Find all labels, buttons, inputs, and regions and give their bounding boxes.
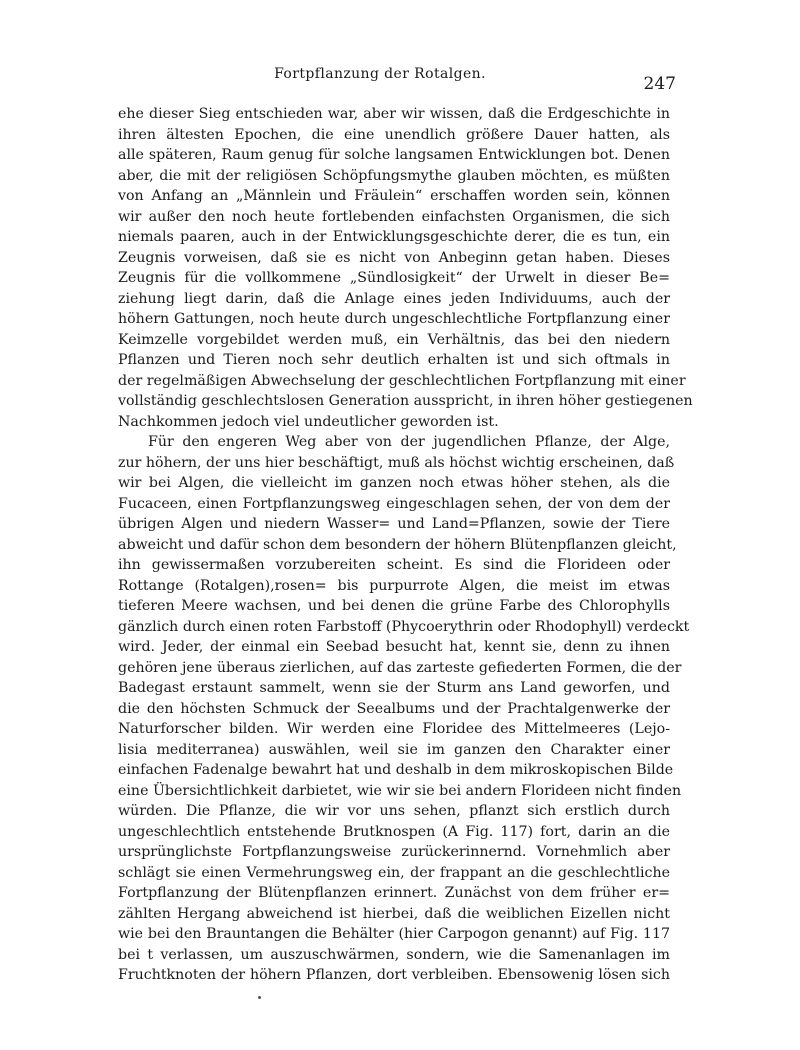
text-line: einfachen Fadenalge bewahrt hat und deshalb in dem mikroskopischen Bilde xyxy=(118,762,674,778)
text-line: zählten Hergang abweichend ist hierbei, daß die weiblichen Eizellen nicht xyxy=(118,905,670,922)
text-line: übrigen Algen und niedern Wasser= und Land=Pflanzen, sowie der Tiere xyxy=(118,516,670,532)
text-line: die den höchsten Schmuck der Seealbums und der Prachtalgenwerke der xyxy=(118,700,670,717)
text-line: Fruchtknoten der höhern Pflanzen, dort verbleiben. Ebensowenig lösen sich xyxy=(118,967,670,983)
ink-speck xyxy=(258,996,261,999)
text-line: ihren ältesten Epochen, die eine unendlich größere Dauer hatten, als xyxy=(118,126,670,143)
running-title: Fortpflanzung der Rotalgen. xyxy=(274,66,486,82)
text-line: alle späteren, Raum genug für solche langsamen Entwicklungen bot. Denen xyxy=(118,147,670,163)
text-line: wir außer den noch heute fortlebenden einfachsten Organismen, die sich xyxy=(118,208,670,225)
text-line: der regelmäßigen Abwechselung der geschlechtlichen Fortpflanzung mit einer xyxy=(118,372,686,389)
text-line: aber, die mit der religiösen Schöpfungsmythe glauben möchten, es müßten xyxy=(118,167,670,184)
text-line: Rottange (Rotalgen),rosen= bis purpurrote Algen, die meist im etwas xyxy=(118,577,670,594)
text-line: ungeschlechtlich entstehende Brutknospen (A Fig. 117) fort, darin an die xyxy=(118,823,670,840)
text-line: abweicht und dafür schon dem besondern der höhern Blütenpflanzen gleicht, xyxy=(118,536,677,553)
text-line: gehören jene überaus zierlichen, auf das zarteste gefiederten Formen, die der xyxy=(118,659,682,676)
text-line: Naturforscher bilden. Wir werden eine Floridee des Mittelmeeres (Lejo- xyxy=(118,721,670,737)
text-line: Für den engeren Weg aber von der jugendlichen Pflanze, der Alge, xyxy=(148,434,670,450)
text-line: ursprünglichste Fortpflanzungsweise zurückerinnernd. Vornehmlich aber xyxy=(118,844,670,860)
text-line: Badegast erstaunt sammelt, wenn sie der Sturm ans Land geworfen, und xyxy=(118,680,670,696)
text-line: Fortpflanzung der Blütenpflanzen erinnert. Zunächst von dem früher er= xyxy=(118,885,670,901)
text-line: tieferen Meere wachsen, und bei denen die grüne Farbe des Chlorophylls xyxy=(118,598,670,614)
text-line: wir bei Algen, die vielleicht im ganzen noch etwas höher stehen, als die xyxy=(118,475,670,491)
text-line: vollständig geschlechtslosen Generation ausspricht, in ihren höher gestiegenen xyxy=(118,393,693,409)
text-line: Zeugnis vorweisen, daß sie es nicht von Anbeginn getan haben. Dieses xyxy=(118,249,670,266)
text-line: höhern Gattungen, noch heute durch ungeschlechtliche Fortpflanzung einer xyxy=(118,311,670,327)
text-line: bei t verlassen, um auszuschwärmen, sondern, wie die Samenanlagen im xyxy=(118,946,670,963)
text-line: zur höhern, der uns hier beschäftigt, muß als höchst wichtig erscheinen, daß xyxy=(118,454,675,471)
text-line: schlägt sie einen Vermehrungsweg ein, der frappant an die geschlechtliche xyxy=(118,864,670,881)
text-line: wird. Jeder, der einmal ein Seebad besucht hat, kennt sie, denn zu ihnen xyxy=(118,639,670,655)
text-line: würden. Die Pflanze, die wir vor uns sehen, pflanzt sich erstlich durch xyxy=(118,803,670,819)
text-line: lisia mediterranea) auswählen, weil sie im ganzen den Charakter einer xyxy=(118,741,670,758)
text-line: ziehung liegt darin, daß die Anlage eines jeden Individuums, auch der xyxy=(118,290,670,307)
text-line: gänzlich durch einen roten Farbstoff (Phycoerythrin oder Rhodophyll) verdeckt xyxy=(118,618,690,635)
text-line: ehe dieser Sieg entschieden war, aber wir wissen, daß die Erdgeschichte in xyxy=(118,106,670,122)
text-line: Keimzelle vorgebildet werden muß, ein Verhältnis, das bei den niedern xyxy=(118,331,670,348)
text-line: wie bei den Brauntangen die Behälter (hier Carpogon genannt) auf Fig. 117 xyxy=(118,926,670,942)
text-line: ihn gewissermaßen vorzubereiten scheint. Es sind die Florideen oder xyxy=(118,557,670,573)
page-number: 247 xyxy=(643,74,676,94)
text-line: Fucaceen, einen Fortpflanzungsweg eingeschlagen sehen, der von dem der xyxy=(118,495,670,512)
text-line: von Anfang an „Männlein und Fräulein“ erschaffen worden sein, können xyxy=(118,188,670,204)
text-line: Nachkommen jedoch viel undeutlicher geworden ist. xyxy=(118,413,499,430)
text-line: eine Übersichtlichkeit darbietet, wie wir sie bei andern Florideen nicht finden xyxy=(118,782,682,799)
text-line: niemals paaren, auch in der Entwicklungsgeschichte derer, die es tun, ein xyxy=(118,229,670,245)
text-line: Pflanzen und Tieren noch sehr deutlich erhalten ist und sich oftmals in xyxy=(118,352,670,368)
body-text xyxy=(118,104,693,986)
text-line: Zeugnis für die vollkommene „Sündlosigkeit“ der Urwelt in dieser Be= xyxy=(118,270,670,286)
